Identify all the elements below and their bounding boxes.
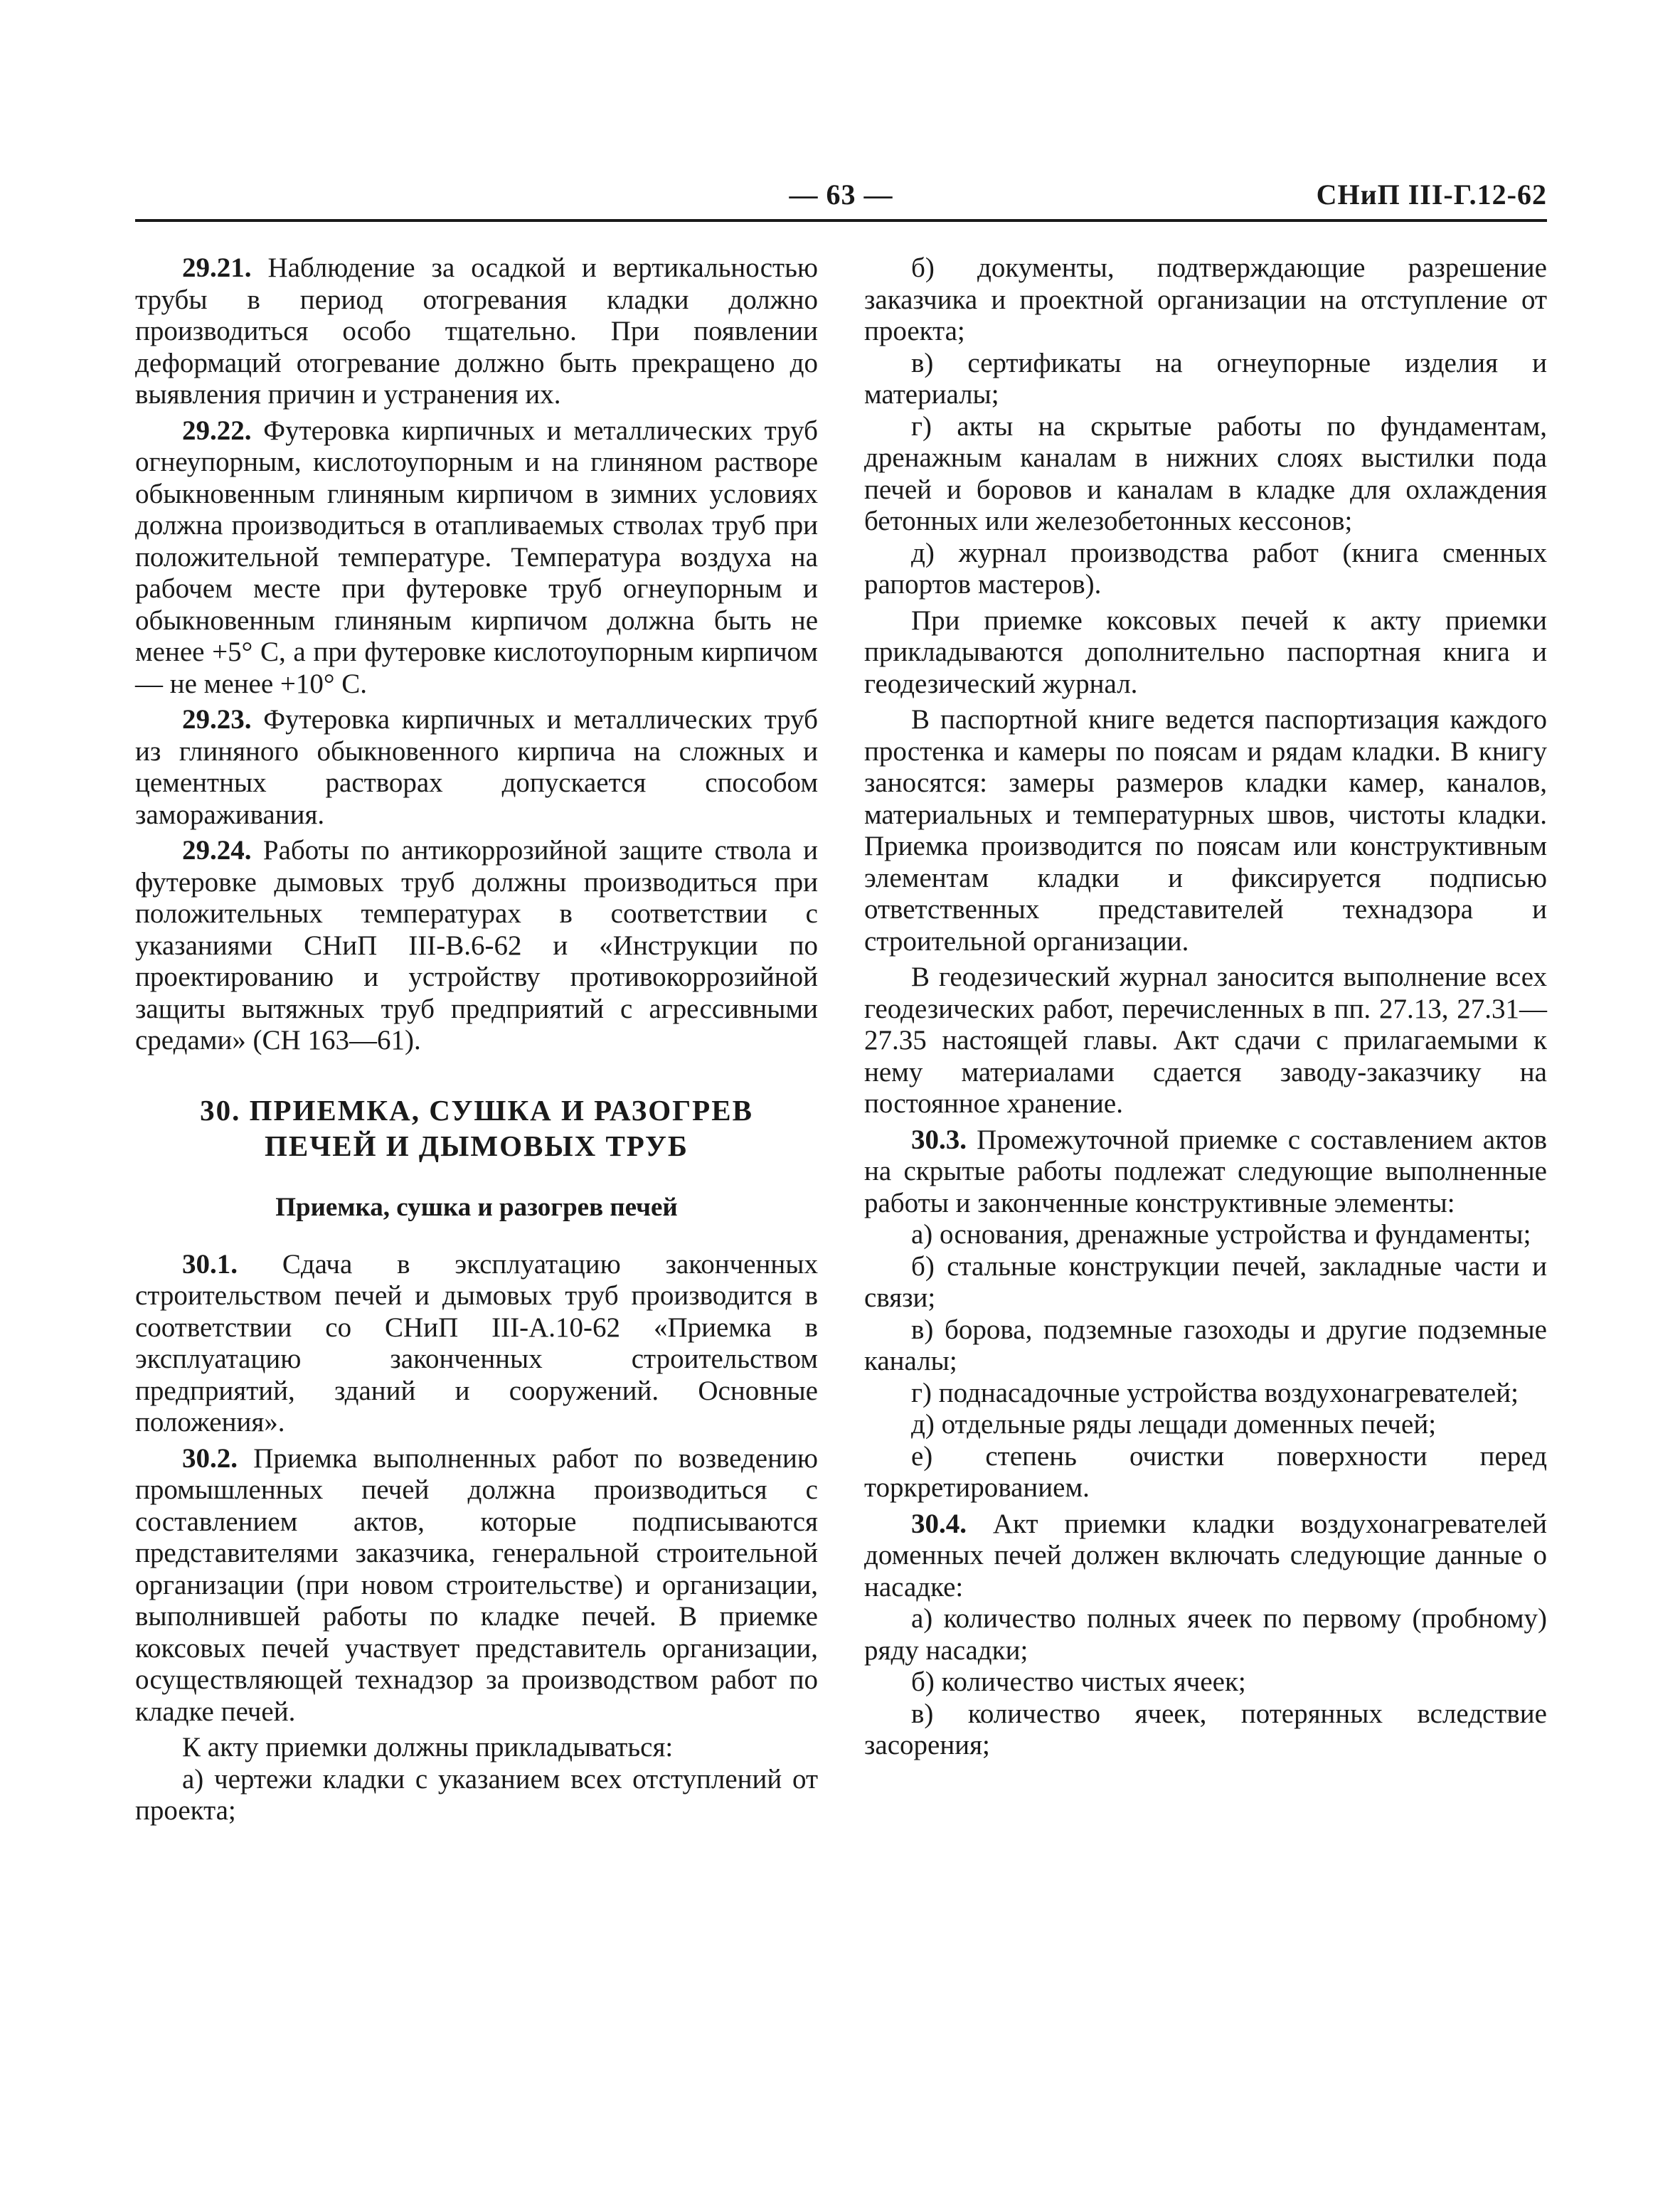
clause-number: 29.24. [182,835,252,866]
subsection-title: Приемка, сушка и разогрев печей [275,1192,678,1222]
paragraph-29-23: 29.23. Футеровка кирпичных и металлических труб из глиняного обыкновенного кирпича на сложных и цементных растворах допускается способом замораживания. [135,704,818,830]
paragraph-30-3: 30.3. Промежуточной приемке с составлением актов на скрытые работы подлежат следующие выполненные работы и законченные конструктивные элементы: [864,1124,1547,1218]
list-item: д) отдельные ряды лещади доменных печей; [911,1409,1437,1440]
list-item: в) количество ячеек, потерянных вследствие засорения; [864,1698,1547,1760]
right-column [864,252,1547,1762]
clause-number: 30.1. [182,1248,238,1280]
list-item: е) степень очистки поверхности перед торкретированием. [864,1440,1547,1503]
paragraph-30-1: 30.1. Сдача в эксплуатацию законченных строительством печей и дымовых труб производится в соответствии со СНиП III-А.10-62 «Приемка в эксплуатацию законченных строительством предприятий, зданий и сооружений. Основные положения». [135,1248,818,1437]
clause-number: 30.3. [911,1124,967,1155]
list-item: г) акты на скрытые работы по фундаментам, дренажным каналам в нижних слоях выстилки пода печей и боровов и каналам в кладке для охлаждения бетонных или железобетонных кессонов; [864,410,1547,536]
clause-number: 30.4. [911,1508,967,1539]
list-item: а) чертежи кладки с указанием всех отступлений от проекта; [135,1763,818,1826]
clause-number: 30.2. [182,1442,238,1474]
paragraph-29-22: 29.22. Футеровка кирпичных и металлических труб огнеупорным, кислотоупорным и на глиняном растворе обыкновенным глиняным кирпичом в зимних условиях должна производиться в отапливаемых стволах труб при положительной температуре. Температура воздуха на рабочем месте при футеровке труб огнеупорным и обыкновенным глиняным кирпичом должна быть не менее +5° С, а при футеровке кислотоупорным кирпичом — не менее +10° С. [135,415,818,699]
clause-number: 29.21. [182,252,252,283]
page-number: — 63 — [789,179,893,211]
clause-number: 29.22. [182,415,252,446]
paragraph-geodetic-journal: В геодезический журнал заносится выполнение всех геодезических работ, перечисленных в пп. 27.13, 27.31—27.35 настоящей главы. Акт сдачи с прилагаемыми к нему материалами сдается заводу-заказчику на постоянное хранение. [864,962,1547,1119]
list-item: в) сертификаты на огнеупорные изделия и материалы; [864,347,1547,410]
list-item: б) стальные конструкции печей, закладные части и связи; [864,1250,1547,1313]
list-item: в) борова, подземные газоходы и другие подземные каналы; [864,1314,1547,1376]
page-header [135,171,1547,220]
paragraph-30-4: 30.4. Акт приемки кладки воздухонагревателей доменных печей должен включать следующие данные о насадке: [864,1508,1547,1602]
list-item: а) основания, дренажные устройства и фундаменты; [911,1219,1531,1250]
paragraph-29-24: 29.24. Работы по антикоррозийной защите ствола и футеровке дымовых труб должны производиться при положительных температурах в соответствии с указаниями СНиП III-В.6-62 и «Инструкции по проектированию и устройству противокоррозийной защиты вытяжных труб предприятий с агрессивными средами» (СН 163—61). [135,835,818,1056]
paragraph-30-2: 30.2. Приемка выполненных работ по возведению промышленных печей должна производиться с составлением актов, которые подписываются представителями заказчика, генеральной строительной организации (при новом строительстве) и организации, выполнившей работы по кладке печей. В приемке коксовых печей участвует представитель организации, осуществляющей технадзор за производством работ по кладке печей. [135,1442,818,1727]
list-item: б) количество чистых ячеек; [911,1666,1246,1697]
paragraph-passport-book: В паспортной книге ведется паспортизация каждого простенка и камеры по поясам и рядам кладки. В книгу заносятся: замеры размеров кладки камер, каналов, материальных и температурных швов, чистоты кладки. Приемка производится по поясам или конструктивным элементам кладки и фиксируется подписью ответственных представителей технадзора и строительной организации. [864,704,1547,957]
list-item: а) количество полных ячеек по первому (пробному) ряду насадки; [864,1603,1547,1666]
header-rule [135,219,1547,222]
paragraph-coke-ovens: При приемке коксовых печей к акту приемки прикладываются дополнительно паспортная книга и геодезический журнал. [864,605,1547,699]
document-code: СНиП III-Г.12-62 [1316,179,1547,211]
section-title: 30. ПРИЕМКА, СУШКА И РАЗОГРЕВ ПЕЧЕЙ И ДЫМОВЫХ ТРУБ [200,1093,753,1162]
list-item: г) поднасадочные устройства воздухонагревателей; [911,1377,1519,1408]
clause-number: 29.23. [182,704,252,735]
left-column [135,252,818,1827]
list-item: д) журнал производства работ (книга сменных рапортов мастеров). [864,537,1547,600]
list-item: б) документы, подтверждающие разрешение заказчика и проектной организации на отступление от проекта; [864,252,1547,346]
paragraph-attachments-intro: К акту приемки должны прикладываться: [182,1732,674,1763]
paragraph-29-21: 29.21. Наблюдение за осадкой и вертикальностью трубы в период отогревания кладки должно производиться особо тщательно. При появлении деформаций отогревание должно быть прекращено до выявления причин и устранения их. [135,252,818,410]
